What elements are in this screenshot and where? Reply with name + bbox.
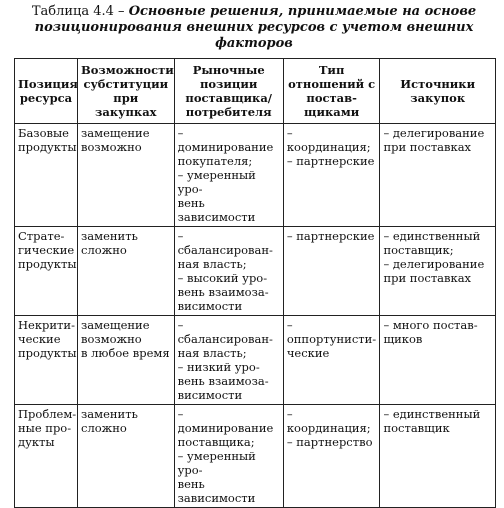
cell-line: поставщика; (177, 435, 255, 449)
cell-line: – сбалансирован- (177, 229, 273, 257)
cell-line: дукты (18, 435, 55, 449)
cell-line: ческие (18, 332, 61, 346)
cell-line: – доминирование (177, 126, 274, 154)
cell-substitution (78, 405, 175, 508)
cell-relation-type (283, 316, 380, 405)
cell-resource-position (15, 316, 78, 405)
cell-line: – высокий уро- (177, 271, 268, 285)
cell-line: вень зависимости (177, 196, 256, 224)
cell-resource-position (15, 405, 78, 508)
cell-market-positions (174, 316, 283, 405)
cell-line: замещение (81, 318, 150, 332)
cell-sources (380, 227, 496, 316)
table-row (15, 316, 496, 405)
cell-line: продукты (18, 346, 77, 360)
cell-sources (380, 124, 496, 227)
cell-line: – низкий уро- (177, 360, 260, 374)
cell-line: поставщик (383, 421, 450, 435)
cell-line: – оппортунисти- (286, 318, 377, 346)
cell-line: – партнерские (286, 229, 375, 243)
cell-line: Базовые (18, 126, 69, 140)
header-sources: Источники закупок (380, 59, 496, 124)
cell-line: заменить (81, 229, 138, 243)
cell-line: ческие (286, 346, 330, 360)
cell-market-positions (174, 405, 283, 508)
cell-resource-position (15, 227, 78, 316)
cell-line: – умеренный уро- (177, 168, 256, 196)
cell-line: – единственный (383, 407, 481, 421)
cell-line: поставщик; (383, 243, 454, 257)
cell-line: в любое время (81, 346, 170, 360)
cell-line: гические (18, 243, 75, 257)
decisions-table (14, 58, 496, 508)
header-market-positions: Рыночные позиции поставщика/ потребителя (174, 59, 283, 124)
cell-line: – много постав- (383, 318, 478, 332)
table-row (15, 405, 496, 508)
cell-relation-type (283, 405, 380, 508)
cell-line: сложно (81, 421, 127, 435)
cell-line: – единственный (383, 229, 481, 243)
cell-line: висимости (177, 388, 243, 402)
cell-line: продукты (18, 140, 77, 154)
cell-line: вень взаимоза- (177, 285, 269, 299)
cell-line: ная власть; (177, 346, 247, 360)
cell-line: висимости (177, 299, 243, 313)
cell-substitution (78, 227, 175, 316)
cell-line: Некрити- (18, 318, 75, 332)
cell-line: – доминирование (177, 407, 274, 435)
cell-line: – координация; (286, 407, 371, 435)
cell-line: – координация; (286, 126, 371, 154)
cell-line: возможно (81, 332, 142, 346)
cell-line: – делегирование (383, 257, 485, 271)
table-row (15, 227, 496, 316)
cell-relation-type (283, 227, 380, 316)
cell-line: возможно (81, 140, 142, 154)
cell-line: покупателя; (177, 154, 253, 168)
cell-line: при поставках (383, 140, 472, 154)
header-substitution: Возможности субституции при закупках (78, 59, 175, 124)
table-header-row (15, 59, 496, 124)
cell-line: – партнерство (286, 435, 373, 449)
table-caption (14, 4, 494, 52)
cell-line: – делегирование (383, 126, 485, 140)
cell-market-positions (174, 124, 283, 227)
table-body (15, 124, 496, 508)
cell-market-positions (174, 227, 283, 316)
table-caption-title: Основные решения, принимаемые на основе позиционирования внешних ресурсов с учетом внешних факторов (34, 4, 477, 51)
cell-line: Страте- (18, 229, 65, 243)
cell-line: сложно (81, 243, 127, 257)
header-resource-position: Позиция ресурса (15, 59, 78, 124)
header-relation-type: Тип отношений с поставщиками (283, 59, 380, 124)
cell-line: продукты (18, 257, 77, 271)
cell-line: вень зависимости (177, 477, 256, 505)
cell-sources (380, 405, 496, 508)
cell-line: – умеренный уро- (177, 449, 256, 477)
cell-substitution (78, 124, 175, 227)
cell-line: при поставках (383, 271, 472, 285)
table-row (15, 124, 496, 227)
cell-line: заменить (81, 407, 138, 421)
cell-line: щиков (383, 332, 423, 346)
cell-line: ные про- (18, 421, 72, 435)
cell-sources (380, 316, 496, 405)
cell-substitution (78, 316, 175, 405)
cell-line: – сбалансирован- (177, 318, 273, 346)
cell-line: – партнерские (286, 154, 375, 168)
cell-relation-type (283, 124, 380, 227)
cell-line: замещение (81, 126, 150, 140)
cell-line: Проблем- (18, 407, 77, 421)
table-caption-label: Таблица 4.4 – (31, 4, 129, 19)
cell-resource-position (15, 124, 78, 227)
cell-line: вень взаимоза- (177, 374, 269, 388)
cell-line: ная власть; (177, 257, 247, 271)
